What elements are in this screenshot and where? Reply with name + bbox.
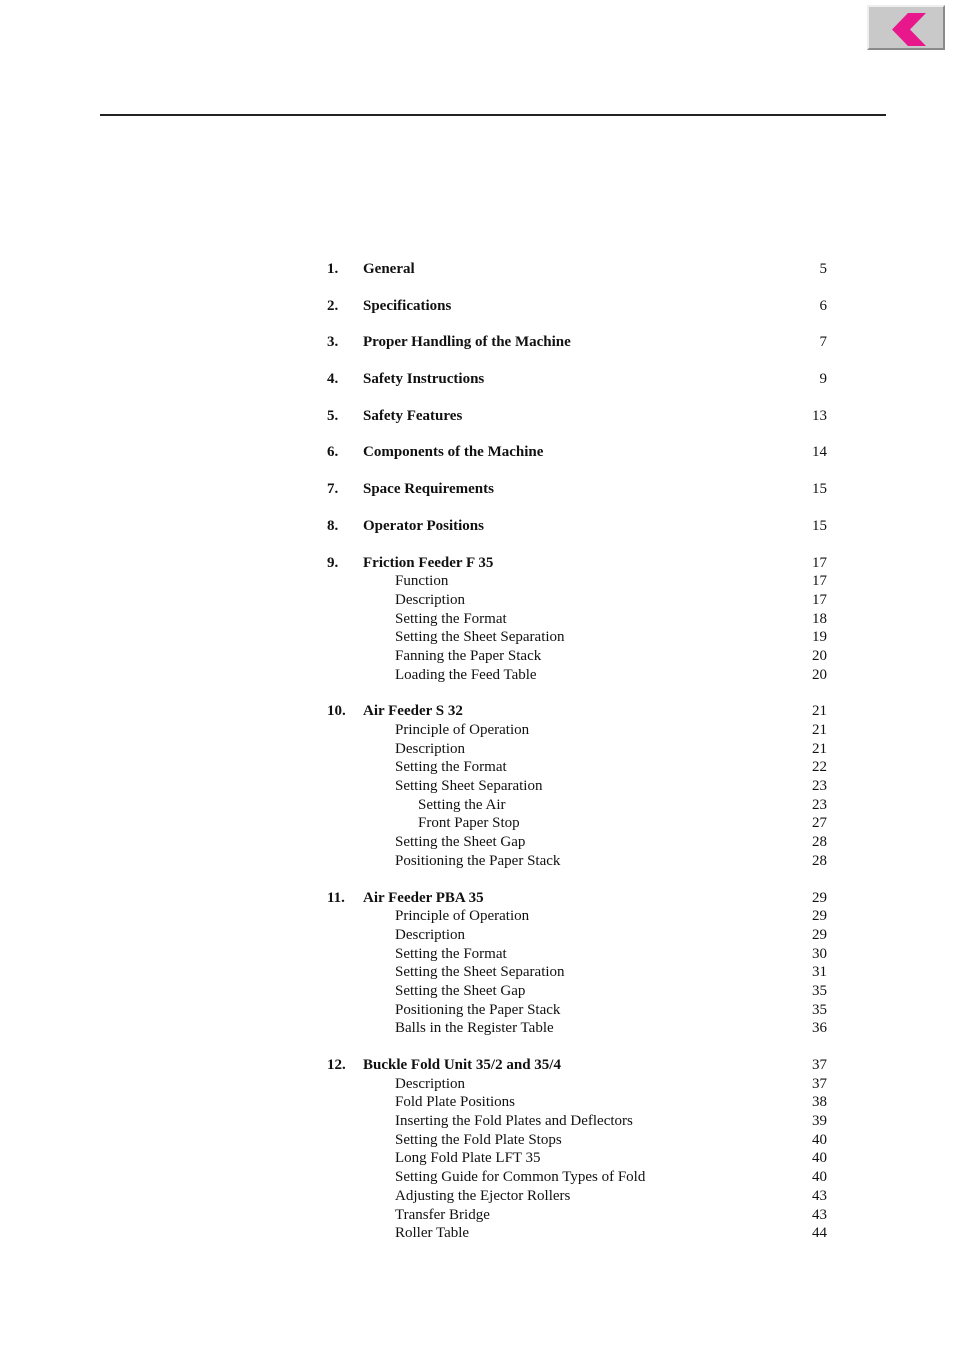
toc-section — [327, 702, 827, 870]
chapter-title: Air Feeder S 32 — [363, 703, 463, 720]
table-of-contents — [327, 260, 827, 1261]
page-number: 15 — [812, 481, 827, 498]
chapter-number: 1. — [327, 261, 339, 277]
chapter-number: 9. — [327, 554, 339, 571]
page-number: 22 — [812, 759, 827, 776]
toc-section — [327, 889, 827, 1039]
page-number: 30 — [812, 945, 827, 962]
chapter-title: Proper Handling of the Machine — [363, 334, 571, 351]
subsection-title: Setting the Format — [395, 945, 507, 962]
page-number: 28 — [812, 852, 827, 869]
toc-section — [327, 407, 827, 426]
subsection-title: Setting the Air — [418, 796, 506, 813]
page-number: 37 — [812, 1057, 827, 1073]
page-number: 20 — [812, 666, 827, 683]
subsection-title: Positioning the Paper Stack — [395, 852, 561, 869]
subsection-title: Description — [395, 591, 465, 608]
page-number: 20 — [812, 647, 827, 664]
toc-subsection-row[interactable] — [327, 852, 827, 871]
toc-section — [327, 554, 827, 685]
toc-subsection-row[interactable] — [327, 1075, 827, 1094]
subsection-title: Setting the Sheet Separation — [395, 964, 565, 981]
subsection-title: Setting the Fold Plate Stops — [395, 1131, 562, 1148]
toc-subsection-row[interactable] — [327, 591, 827, 610]
toc-subsection-row[interactable] — [327, 1187, 827, 1206]
chapter-number: 11. — [327, 889, 345, 906]
toc-subsection-row[interactable] — [327, 1093, 827, 1112]
page-number: 14 — [812, 444, 827, 461]
page-number: 38 — [812, 1094, 827, 1111]
toc-section — [327, 517, 827, 536]
subsection-title: Setting Sheet Separation — [395, 778, 543, 795]
page-number: 7 — [819, 334, 827, 351]
page-number: 40 — [812, 1131, 827, 1148]
chapter-number: 2. — [327, 297, 339, 314]
toc-chapter-row[interactable] — [327, 443, 827, 462]
page-number: 21 — [812, 722, 827, 738]
page-number: 37 — [812, 1075, 827, 1092]
toc-section — [327, 1056, 827, 1243]
toc-subsection-row[interactable] — [327, 833, 827, 852]
subsection-title: Roller Table — [395, 1225, 470, 1242]
toc-subsection-row[interactable] — [327, 628, 827, 647]
page-number: 35 — [812, 982, 827, 999]
toc-subsection-row[interactable] — [327, 721, 827, 740]
page-number: 35 — [812, 1001, 827, 1018]
subsection-title: Principle of Operation — [395, 908, 530, 925]
page-number: 17 — [812, 554, 827, 571]
page-number: 44 — [812, 1225, 827, 1242]
subsection-title: Balls in the Register Table — [395, 1020, 554, 1037]
chevron-left-icon — [890, 13, 926, 46]
page-number: 21 — [812, 703, 827, 720]
chapter-number: 8. — [327, 517, 339, 534]
toc-subsection-row[interactable] — [327, 796, 827, 815]
toc-section — [327, 333, 827, 352]
toc-subsection-row[interactable] — [327, 1131, 827, 1150]
chapter-title: Buckle Fold Unit 35/2 and 35/4 — [363, 1057, 561, 1073]
subsection-title: Description — [395, 740, 465, 757]
chapter-number: 4. — [327, 371, 339, 388]
page-number: 21 — [812, 740, 827, 757]
page-number: 43 — [812, 1187, 827, 1204]
toc-chapter-row[interactable] — [327, 889, 827, 908]
toc-subsection-row[interactable] — [327, 963, 827, 982]
toc-subsection-row[interactable] — [327, 1206, 827, 1225]
toc-subsection-row[interactable] — [327, 907, 827, 926]
toc-subsection-row[interactable] — [327, 647, 827, 666]
subsection-title: Principle of Operation — [395, 722, 530, 738]
toc-section — [327, 370, 827, 389]
subsection-title: Setting the Sheet Gap — [395, 834, 526, 851]
subsection-title: Transfer Bridge — [395, 1206, 490, 1223]
page-number: 40 — [812, 1150, 827, 1167]
chapter-title: Air Feeder PBA 35 — [363, 889, 484, 906]
subsection-title: Description — [395, 1075, 465, 1092]
toc-chapter-row[interactable] — [327, 333, 827, 352]
subsection-title: Positioning the Paper Stack — [395, 1001, 561, 1018]
page-number: 29 — [812, 908, 827, 925]
page-number: 27 — [812, 815, 827, 832]
toc-subsection-row[interactable] — [327, 1224, 827, 1243]
toc-subsection-row[interactable] — [327, 1001, 827, 1020]
subsection-title: Adjusting the Ejector Rollers — [395, 1187, 571, 1204]
chapter-number: 5. — [327, 407, 339, 424]
page-number: 5 — [819, 261, 827, 277]
page-number: 28 — [812, 834, 827, 851]
toc-chapter-row[interactable] — [327, 702, 827, 721]
subsection-title: Setting the Format — [395, 610, 507, 627]
page-number: 9 — [819, 371, 827, 388]
subsection-title: Front Paper Stop — [418, 815, 520, 832]
toc-subsection-row[interactable] — [327, 814, 827, 833]
toc-chapter-row[interactable] — [327, 297, 827, 316]
chapter-title: Space Requirements — [363, 481, 494, 498]
toc-chapter-row[interactable] — [327, 407, 827, 426]
subsection-title: Fanning the Paper Stack — [395, 647, 542, 664]
page-number: 15 — [812, 517, 827, 534]
page-number: 19 — [812, 629, 827, 646]
toc-subsection-row[interactable] — [327, 666, 827, 685]
toc-chapter-row[interactable] — [327, 370, 827, 389]
subsection-title: Setting the Sheet Gap — [395, 982, 526, 999]
subsection-title: Inserting the Fold Plates and Deflectors — [395, 1113, 633, 1130]
page-number: 23 — [812, 778, 827, 795]
toc-section — [327, 480, 827, 499]
chapter-title: Specifications — [363, 297, 452, 314]
header-rule — [100, 114, 886, 116]
page-number: 6 — [819, 297, 827, 314]
chapter-title: Components of the Machine — [363, 444, 544, 461]
page-number: 17 — [812, 573, 827, 590]
page-number: 17 — [812, 591, 827, 608]
toc-subsection-row[interactable] — [327, 926, 827, 945]
toc-subsection-row[interactable] — [327, 740, 827, 759]
chapter-number: 3. — [327, 334, 339, 351]
page-number: 13 — [812, 407, 827, 424]
chapter-title: Friction Feeder F 35 — [363, 554, 494, 571]
toc-section — [327, 260, 827, 279]
page-number: 18 — [812, 610, 827, 627]
chapter-number: 7. — [327, 481, 339, 498]
chapter-number: 10. — [327, 703, 346, 720]
toc-subsection-row[interactable] — [327, 572, 827, 591]
toc-subsection-row[interactable] — [327, 1019, 827, 1038]
subsection-title: Fold Plate Positions — [395, 1094, 516, 1111]
toc-chapter-row[interactable] — [327, 517, 827, 536]
subsection-title: Setting the Sheet Separation — [395, 629, 565, 646]
chapter-title: Safety Instructions — [363, 371, 485, 388]
chapter-number: 12. — [327, 1057, 346, 1073]
toc-chapter-row[interactable] — [327, 1056, 827, 1075]
page-number: 31 — [812, 964, 827, 981]
toc-section — [327, 443, 827, 462]
toc-chapter-row[interactable] — [327, 480, 827, 499]
toc-subsection-row[interactable] — [327, 982, 827, 1001]
subsection-title: Function — [395, 573, 449, 590]
subsection-title: Setting the Format — [395, 759, 507, 776]
chapter-title: General — [363, 261, 415, 277]
toc-subsection-row[interactable] — [327, 1112, 827, 1131]
page-number: 36 — [812, 1020, 827, 1037]
toc-section — [327, 297, 827, 316]
page-number: 43 — [812, 1206, 827, 1223]
toc-subsection-row[interactable] — [327, 758, 827, 777]
toc-subsection-row[interactable] — [327, 777, 827, 796]
subsection-title: Long Fold Plate LFT 35 — [395, 1150, 541, 1167]
back-button[interactable] — [867, 5, 945, 50]
page-number: 23 — [812, 796, 827, 813]
toc-chapter-row[interactable] — [327, 260, 827, 279]
page-number: 29 — [812, 926, 827, 943]
page-number: 40 — [812, 1169, 827, 1186]
subsection-title: Loading the Feed Table — [395, 666, 537, 683]
toc-chapter-row[interactable] — [327, 554, 827, 573]
toc-subsection-row[interactable] — [327, 610, 827, 629]
chapter-title: Operator Positions — [363, 517, 484, 534]
page-number: 39 — [812, 1113, 827, 1130]
subsection-title: Description — [395, 926, 465, 943]
toc-subsection-row[interactable] — [327, 1149, 827, 1168]
page-number: 29 — [812, 889, 827, 906]
chapter-number: 6. — [327, 444, 339, 461]
toc-subsection-row[interactable] — [327, 1168, 827, 1187]
toc-subsection-row[interactable] — [327, 945, 827, 964]
subsection-title: Setting Guide for Common Types of Fold — [395, 1169, 646, 1186]
chapter-title: Safety Features — [363, 407, 463, 424]
